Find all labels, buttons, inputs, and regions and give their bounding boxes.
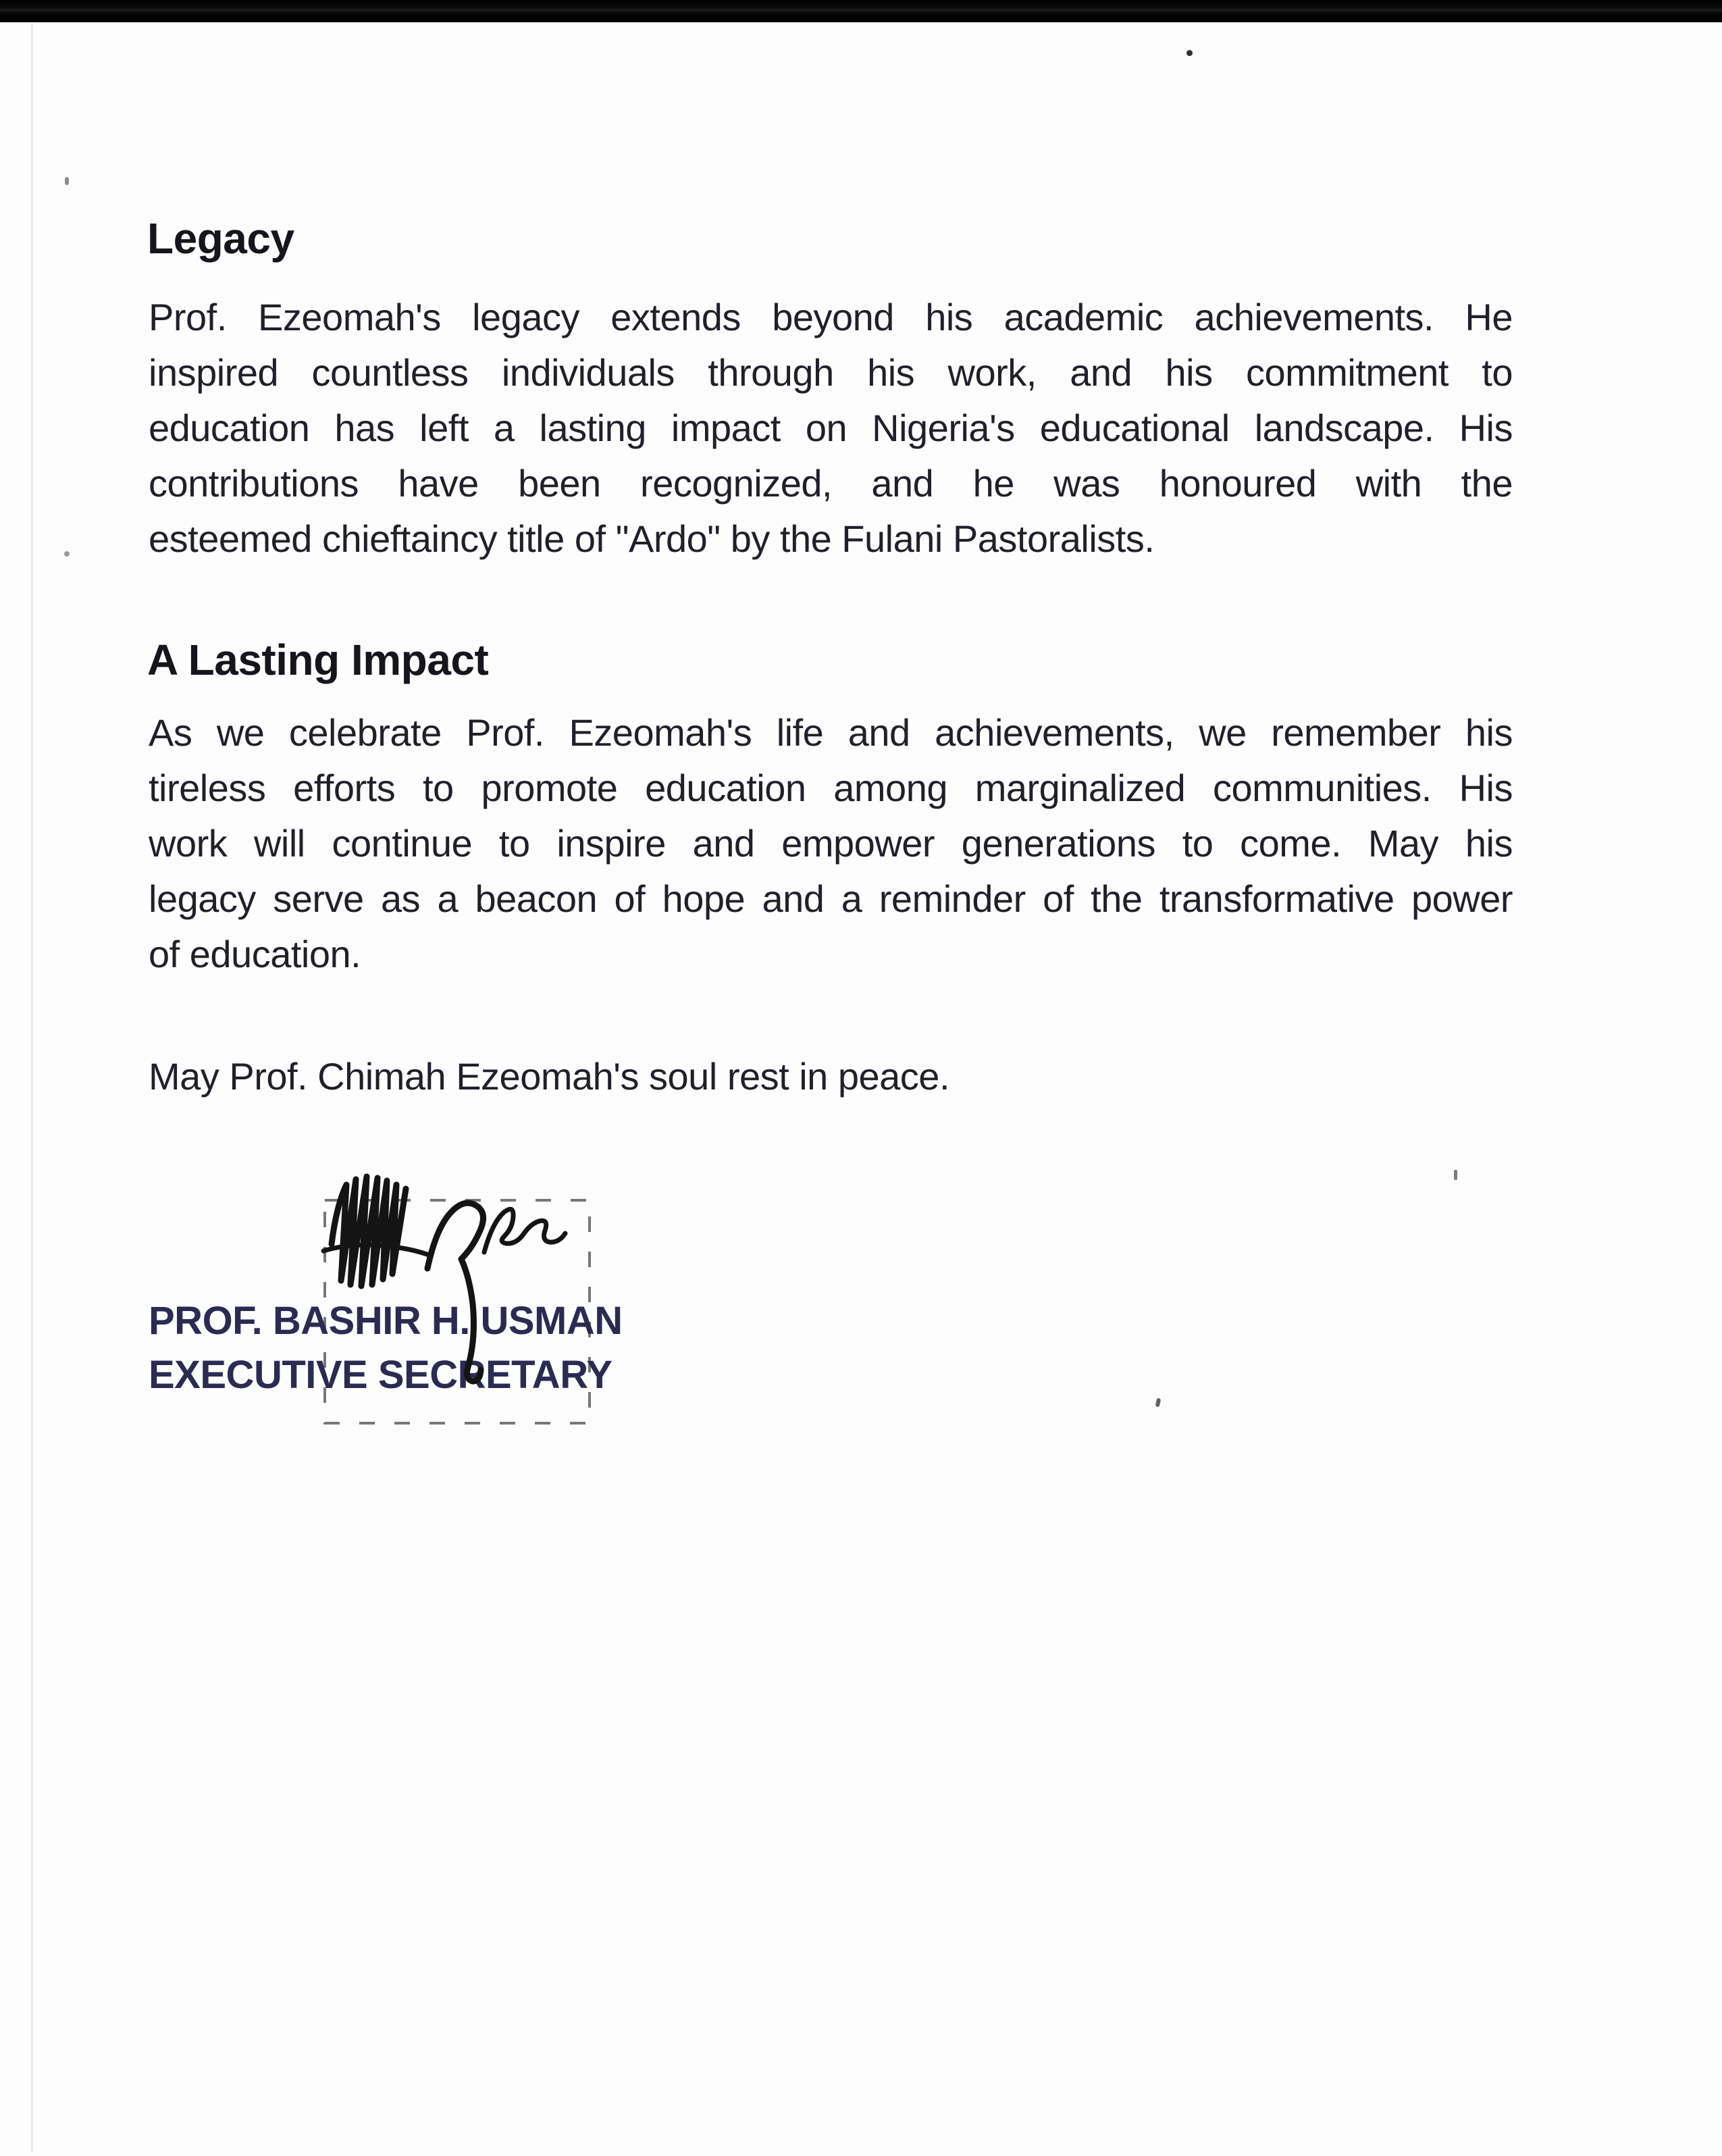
scan-speck xyxy=(1155,1398,1162,1408)
scan-speck xyxy=(1186,50,1193,56)
signature-tail xyxy=(484,1209,565,1252)
paragraph-legacy xyxy=(149,290,1513,567)
section-heading-legacy: Legacy xyxy=(147,214,294,263)
signature-loop-descender xyxy=(427,1203,484,1381)
signatory-block xyxy=(149,1294,1094,1402)
paragraph-a-lasting-impact xyxy=(149,705,1513,982)
signature-scribble xyxy=(307,1141,611,1398)
signatory-title: EXECUTIVE SECRETARY xyxy=(149,1353,612,1397)
scan-speck xyxy=(65,177,69,185)
paragraph-line: education has left a lasting impact on Nigeria's educational landscape. His xyxy=(149,407,1513,449)
scan-artifact-vertical-line xyxy=(31,24,33,2152)
paragraph-line: of education. xyxy=(149,933,361,975)
section-heading-a-lasting-impact: A Lasting Impact xyxy=(147,636,489,684)
paragraph-line: esteemed chieftaincy title of "Ardo" by the Fulani Pastoralists. xyxy=(149,517,1155,560)
paragraph-line: work will continue to inspire and empower generations to come. May his xyxy=(149,822,1513,865)
scanner-edge-bar xyxy=(0,0,1722,22)
signature-zigzag xyxy=(332,1177,406,1286)
closing-line: May Prof. Chimah Ezeomah's soul rest in peace. xyxy=(149,1055,950,1098)
paragraph-line: inspired countless individuals through his work, and his commitment to xyxy=(149,351,1513,394)
paragraph-line: legacy serve as a beacon of hope and a reminder of the transformative power xyxy=(149,877,1513,920)
paragraph-line: contributions have been recognized, and he was honoured with the xyxy=(149,462,1513,505)
paragraph-line: As we celebrate Prof. Ezeomah's life and achievements, we remember his xyxy=(149,711,1513,754)
paragraph-line: tireless efforts to promote education among marginalized communities. His xyxy=(149,767,1513,809)
scan-speck xyxy=(64,551,70,557)
scan-speck xyxy=(1454,1170,1457,1180)
signatory-name: PROF. BASHIR H. USMAN xyxy=(149,1299,623,1343)
paragraph-line: Prof. Ezeomah's legacy extends beyond his academic achievements. He xyxy=(149,296,1513,338)
